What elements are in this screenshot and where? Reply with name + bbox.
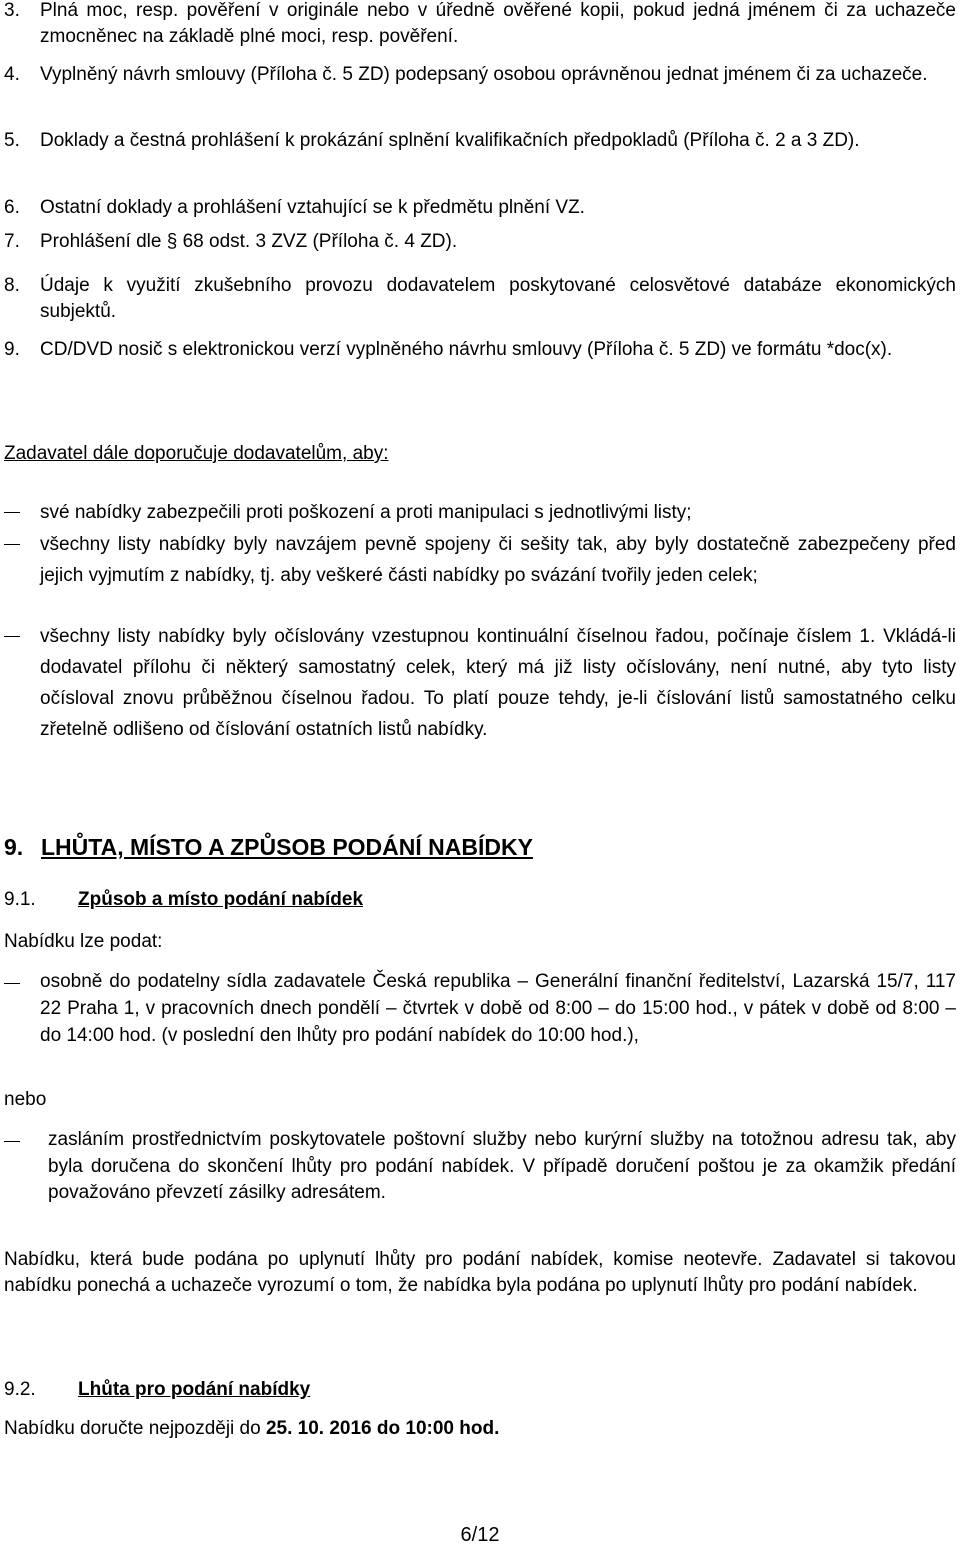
list-text: Plná moc, resp. pověření v originále nebo v úředně ověřené kopii, pokud jedná jménem či za uchazeče zmocněnec na základě plné moci, resp. pověření. xyxy=(40,0,956,47)
dash-bullet-icon xyxy=(4,636,20,637)
recommend-text: všechny listy nabídky byly navzájem pevně spojeny či sešity tak, aby byly dostatečně zabezpečeny před jejich vyjmutím z nabídky, tj. aby veškeré části nabídky po svázání tvořily jeden celek; xyxy=(40,534,956,586)
recommend-heading: Zadavatel dále doporučuje dodavatelům, aby: xyxy=(4,443,389,464)
list-number: 8. xyxy=(4,275,20,296)
list-text: Vyplněný návrh smlouvy (Příloha č. 5 ZD) podepsaný osobou oprávněnou jednat jménem či za uchazeče. xyxy=(40,64,928,85)
deadline-line xyxy=(4,1416,499,1442)
list-number: 5. xyxy=(4,130,20,151)
dash-bullet-icon xyxy=(4,544,20,545)
or-word: nebo xyxy=(4,1089,47,1110)
recommend-text: své nabídky zabezpečili proti poškození a proti manipulaci s jednotlivými listy; xyxy=(40,502,692,523)
section-title: LHŮTA, MÍSTO A ZPŮSOB PODÁNÍ NABÍDKY xyxy=(41,834,533,860)
dash-bullet-icon xyxy=(4,1141,20,1142)
list-number: 9. xyxy=(4,339,20,360)
deadline-prefix: Nabídku doručte nejpozději do xyxy=(4,1418,266,1439)
page-number: 6/12 xyxy=(460,1524,500,1546)
late-submission-paragraph: Nabídku, která bude podána po uplynutí lhůty pro podání nabídek, komise neotevře. Zadavatel si takovou nabídku ponechá a uchazeče vyrozumí o tom, že nabídka byla podána po uplynutí lhůty pro podání nabídek. xyxy=(4,1249,956,1296)
subsection-title: Způsob a místo podání nabídek xyxy=(78,889,364,910)
subsection-number: 9.1. xyxy=(4,889,36,910)
list-text: Ostatní doklady a prohlášení vztahující se k předmětu plnění VZ. xyxy=(40,197,585,218)
list-text: CD/DVD nosič s elektronickou verzí vyplněného návrhu smlouvy (Příloha č. 5 ZD) ve formátu *doc(x). xyxy=(40,339,893,360)
section-number: 9. xyxy=(4,834,24,860)
list-number: 7. xyxy=(4,231,20,252)
recommend-text: všechny listy nabídky byly očíslovány vzestupnou kontinuální číselnou řadou, počínaje číslem 1. Vkládá-li dodavatel přílohu či některý samostatný celek, který má již listy očíslovány, není nutné, aby tyto listy očísloval znovu průběžnou číselnou řadou. To platí pouze tehdy, je-li číslování listů samostatného celku zřetelně odlišeno od číslování ostatních listů nabídky. xyxy=(40,626,956,740)
subsection-number: 9.2. xyxy=(4,1379,36,1400)
subsection-title: Lhůta pro podání nabídky xyxy=(78,1379,311,1400)
dash-bullet-icon xyxy=(4,512,20,513)
list-number: 6. xyxy=(4,197,20,218)
dash-bullet-icon xyxy=(4,983,20,984)
list-number: 4. xyxy=(4,64,20,85)
submit-option-text: osobně do podatelny sídla zadavatele Česká republika – Generální finanční ředitelství, Lazarská 15/7, 117 22 Praha 1, v pracovních dnech pondělí – čtvrtek v době od 8:00 – do 15:00 hod., v pátek v době od 8:00 – do 14:00 hod. (v poslední den lhůty pro podání nabídek do 10:00 hod.), xyxy=(40,971,956,1046)
list-text: Prohlášení dle § 68 odst. 3 ZVZ (Příloha č. 4 ZD). xyxy=(40,231,458,252)
deadline-value: 25. 10. 2016 do 10:00 hod. xyxy=(265,1418,500,1439)
list-text: Doklady a čestná prohlášení k prokázání splnění kvalifikačních předpokladů (Příloha č. 2 a 3 ZD). xyxy=(40,130,860,151)
list-number: 3. xyxy=(4,0,20,21)
list-text: Údaje k využití zkušebního provozu dodavatelem poskytované celosvětové databáze ekonomických subjektů. xyxy=(40,275,956,322)
submit-option-text: zasláním prostřednictvím poskytovatele poštovní služby nebo kurýrní služby na totožnou adresu tak, aby byla doručena do skončení lhůty pro podání nabídek. V případě doručení poštou je za okamžik předání považováno převzetí zásilky adresátem. xyxy=(48,1129,956,1203)
submit-intro: Nabídku lze podat: xyxy=(4,931,163,952)
